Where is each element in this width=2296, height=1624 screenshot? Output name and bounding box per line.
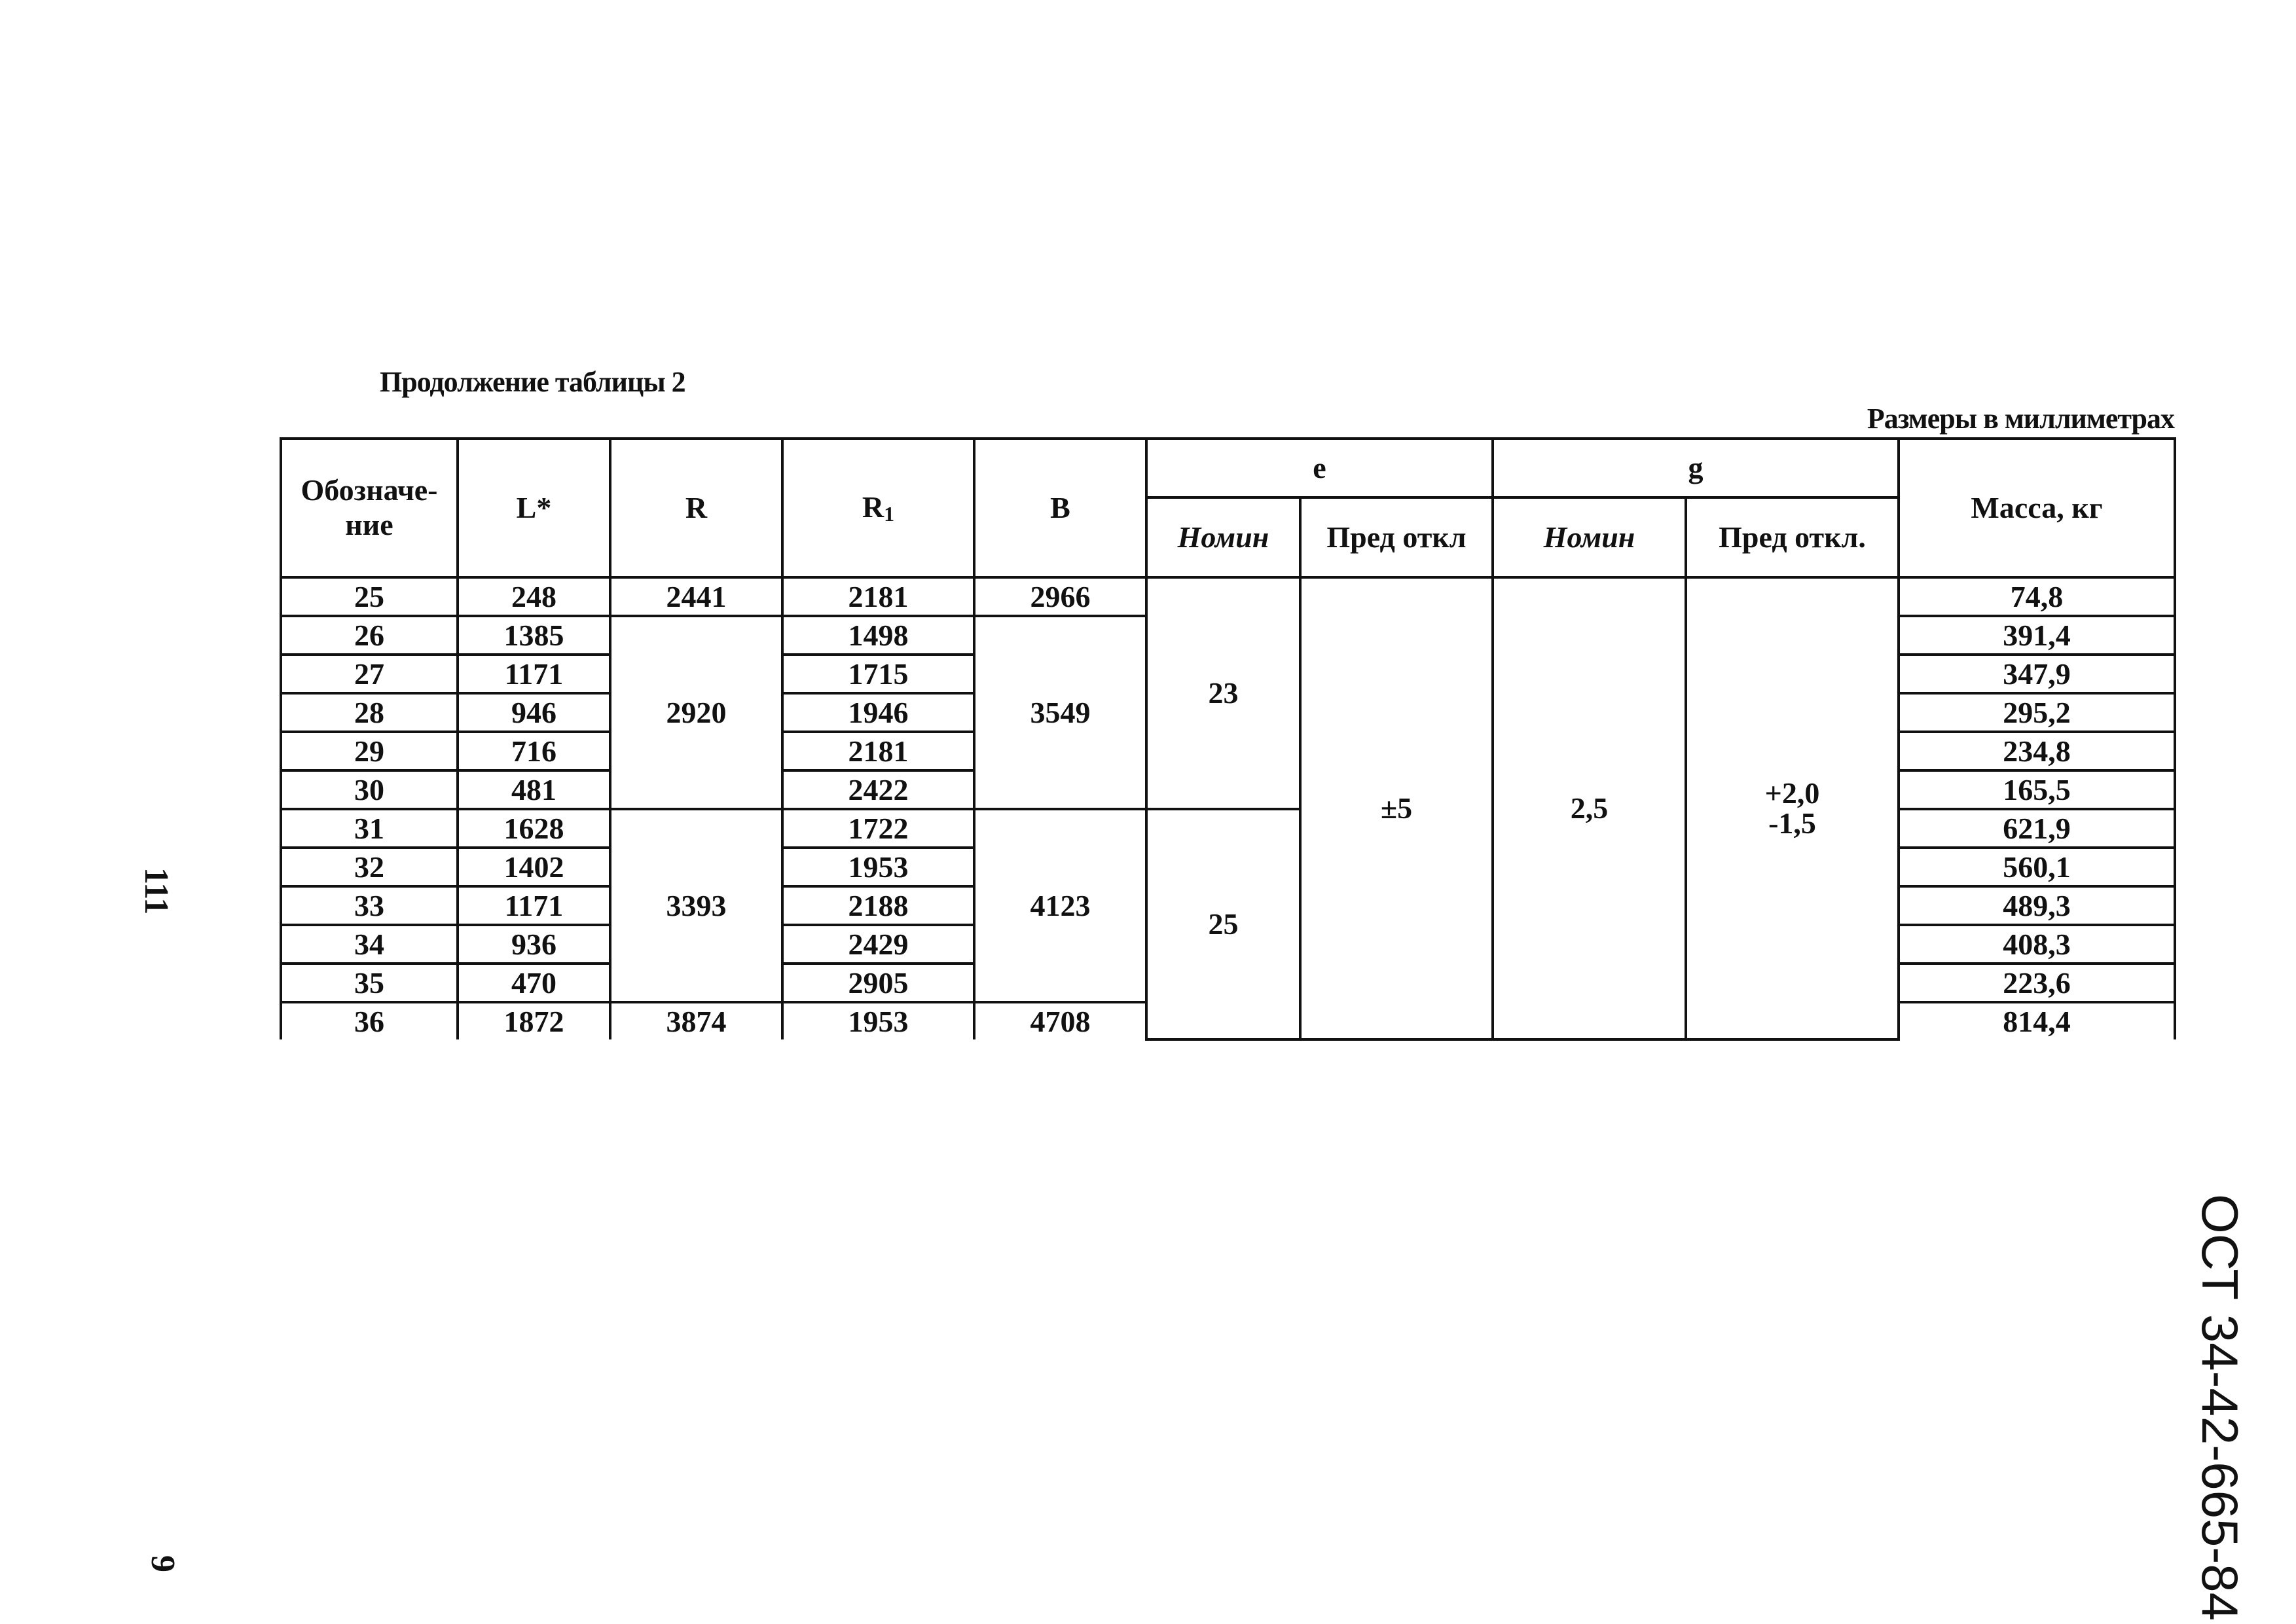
cell-designation: 30 (281, 770, 458, 809)
cell-mass: 621,9 (1899, 809, 2175, 848)
cell-mass: 234,8 (1899, 732, 2175, 770)
cell-R: 3393 (610, 809, 782, 1002)
cell-B: 2966 (974, 577, 1146, 616)
cell-designation: 35 (281, 964, 458, 1002)
cell-L: 1171 (458, 655, 610, 693)
cell-R1: 1953 (782, 1002, 974, 1039)
cell-B: 4708 (974, 1002, 1146, 1039)
col-header-e-nominal: Номин (1146, 497, 1300, 577)
col-group-g: g (1493, 439, 1899, 497)
cell-e-nominal: 25 (1146, 809, 1300, 1039)
cell-B: 3549 (974, 616, 1146, 809)
cell-designation: 32 (281, 848, 458, 886)
cell-R1: 1722 (782, 809, 974, 848)
cell-L: 1872 (458, 1002, 610, 1039)
cell-R1: 2188 (782, 886, 974, 925)
cell-mass: 347,9 (1899, 655, 2175, 693)
cell-designation: 27 (281, 655, 458, 693)
standard-code: ОСТ 34-42-665-84 (2191, 1194, 2249, 1621)
cell-L: 716 (458, 732, 610, 770)
col-header-e-tolerance: Пред откл (1300, 497, 1493, 577)
cell-designation: 29 (281, 732, 458, 770)
col-header-g-nominal: Номин (1493, 497, 1686, 577)
cell-R1: 2429 (782, 925, 974, 964)
cell-L: 946 (458, 693, 610, 732)
col-header-g-tolerance: Пред откл. (1686, 497, 1899, 577)
cell-designation: 34 (281, 925, 458, 964)
cell-R1: 2181 (782, 577, 974, 616)
cell-R1: 1715 (782, 655, 974, 693)
table-caption: Продолжение таблицы 2 (380, 366, 685, 398)
cell-R1: 1946 (782, 693, 974, 732)
cell-R1: 2422 (782, 770, 974, 809)
page-number: 111 (137, 867, 175, 915)
cell-designation: 25 (281, 577, 458, 616)
cell-L: 1171 (458, 886, 610, 925)
table-row (281, 577, 2175, 616)
cell-R1: 2905 (782, 964, 974, 1002)
cell-R1: 1498 (782, 616, 974, 655)
cell-L: 481 (458, 770, 610, 809)
cell-mass: 165,5 (1899, 770, 2175, 809)
dimensions-table (280, 437, 2176, 1041)
sheet-number: 9 (144, 1555, 181, 1572)
cell-mass: 489,3 (1899, 886, 2175, 925)
cell-designation: 33 (281, 886, 458, 925)
cell-R: 2441 (610, 577, 782, 616)
cell-L: 1628 (458, 809, 610, 848)
cell-L: 1385 (458, 616, 610, 655)
cell-mass: 560,1 (1899, 848, 2175, 886)
cell-mass: 223,6 (1899, 964, 2175, 1002)
col-header-R1-base: R (862, 490, 884, 524)
cell-B: 4123 (974, 809, 1146, 1002)
g-tolerance-minus: -1,5 (1768, 806, 1816, 840)
cell-L: 248 (458, 577, 610, 616)
cell-designation: 36 (281, 1002, 458, 1039)
g-tolerance-plus: +2,0 (1764, 776, 1820, 810)
cell-mass: 814,4 (1899, 1002, 2175, 1039)
cell-R: 2920 (610, 616, 782, 809)
cell-L: 470 (458, 964, 610, 1002)
cell-mass: 74,8 (1899, 577, 2175, 616)
col-header-L: L* (458, 439, 610, 577)
cell-mass: 295,2 (1899, 693, 2175, 732)
cell-designation: 26 (281, 616, 458, 655)
cell-L: 1402 (458, 848, 610, 886)
cell-L: 936 (458, 925, 610, 964)
col-group-e: e (1146, 439, 1493, 497)
units-note: Размеры в миллиметрах (1867, 403, 2174, 435)
cell-R: 3874 (610, 1002, 782, 1039)
cell-designation: 31 (281, 809, 458, 848)
cell-g-tolerance (1686, 577, 1899, 1039)
cell-mass: 391,4 (1899, 616, 2175, 655)
col-header-R1-subscript: 1 (884, 501, 895, 526)
col-header-mass: Масса, кг (1899, 439, 2175, 577)
cell-mass: 408,3 (1899, 925, 2175, 964)
cell-e-tolerance: ±5 (1300, 577, 1493, 1039)
col-header-R: R (610, 439, 782, 577)
cell-R1: 2181 (782, 732, 974, 770)
cell-e-nominal: 23 (1146, 577, 1300, 809)
cell-g-nominal: 2,5 (1493, 577, 1686, 1039)
col-header-R1 (782, 439, 974, 577)
col-header-B: B (974, 439, 1146, 577)
col-header-designation: Обозначе-ние (281, 439, 458, 577)
cell-R1: 1953 (782, 848, 974, 886)
cell-designation: 28 (281, 693, 458, 732)
